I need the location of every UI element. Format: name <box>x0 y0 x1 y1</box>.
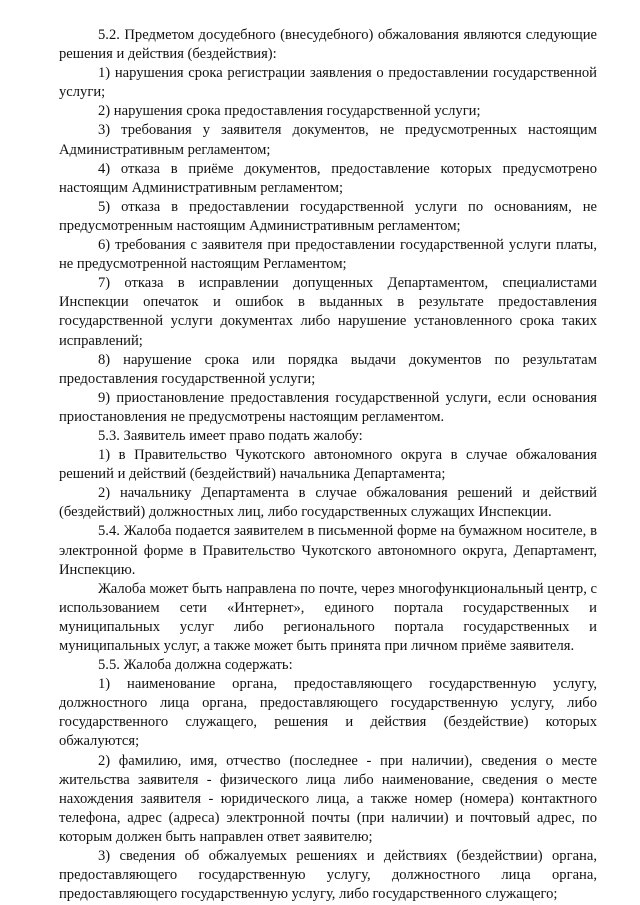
list-item-5-2-8: 8) нарушение срока или порядка выдачи документов по результатам предоставления государственной услуги; <box>59 351 597 387</box>
list-item-5-3-1: 1) в Правительство Чукотского автономного округа в случае обжалования решений и действий (бездействий) начальника Департамента; <box>59 447 597 483</box>
list-item-5-3-2: 2) начальнику Департамента в случае обжалования решений и действий (бездействий) должностных лиц, либо государственных служащих Инспекции. <box>59 485 597 521</box>
list-item-5-2-1: 1) нарушения срока регистрации заявления о предоставлении государственной услуги; <box>59 65 597 101</box>
document-page <box>59 26 597 904</box>
list-item-5-5-2: 2) фамилию, имя, отчество (последнее - при наличии), сведения о месте жительства заявителя - физического лица либо наименование, сведения о месте нахождения заявителя - юридического лица, а также номер (номера) контактного телефона, адрес (адреса) электронной почты (при наличии) и почтовый адрес, по которым должен быть направлен ответ заявителю; <box>59 752 597 845</box>
paragraph-5-3: 5.3. Заявитель имеет право подать жалобу: <box>98 427 363 444</box>
list-item-5-2-3: 3) требования у заявителя документов, не предусмотренных настоящим Административным регламентом; <box>59 122 597 158</box>
list-item-5-2-2: 2) нарушения срока предоставления государственной услуги; <box>98 103 481 120</box>
list-item-5-5-1: 1) наименование органа, предоставляющего государственную услугу, должностного лица органа, предоставляющего государственную услугу, либо государственного служащего, решения и действия (бездействие) которых обжалуются; <box>59 676 597 750</box>
paragraph-5-5: 5.5. Жалоба должна содержать: <box>98 657 293 674</box>
list-item-5-2-6: 6) требования с заявителя при предоставлении государственной услуги платы, не предусмотренной настоящим Регламентом; <box>59 237 597 273</box>
paragraph-complaint-channels: Жалоба может быть направлена по почте, через многофункциональный центр, с использованием сети «Интернет», единого портала государственных и муниципальных услуг либо регионального портала государственных и муниципальных услуг, а также может быть принята при личном приёме заявителя. <box>59 580 597 654</box>
list-item-5-2-4: 4) отказа в приёме документов, предоставление которых предусмотрено настоящим Административным регламентом; <box>59 160 597 196</box>
paragraph-5-4: 5.4. Жалоба подается заявителем в письменной форме на бумажном носителе, в электронной форме в Правительство Чукотского автономного округа, Департамент, Инспекцию. <box>59 523 597 578</box>
paragraph-5-2: 5.2. Предметом досудебного (внесудебного) обжалования являются следующие решения и действия (бездействия): <box>59 27 597 63</box>
list-item-5-2-9: 9) приостановление предоставления государственной услуги, если основания приостановления не предусмотрены настоящим регламентом. <box>59 389 597 425</box>
list-item-5-2-7: 7) отказа в исправлении допущенных Департаментом, специалистами Инспекции опечаток и ошибок в выданных в результате предоставления государственной услуги документах либо нарушение установленного срока таких исправлений; <box>59 275 597 349</box>
list-item-5-5-3: 3) сведения об обжалуемых решениях и действиях (бездействии) органа, предоставляющего государственную услугу, должностного лица органа, предоставляющего государственную услугу, либо государственного служащего; <box>59 848 597 903</box>
list-item-5-2-5: 5) отказа в предоставлении государственной услуги по основаниям, не предусмотренным настоящим Административным регламентом; <box>59 198 597 234</box>
